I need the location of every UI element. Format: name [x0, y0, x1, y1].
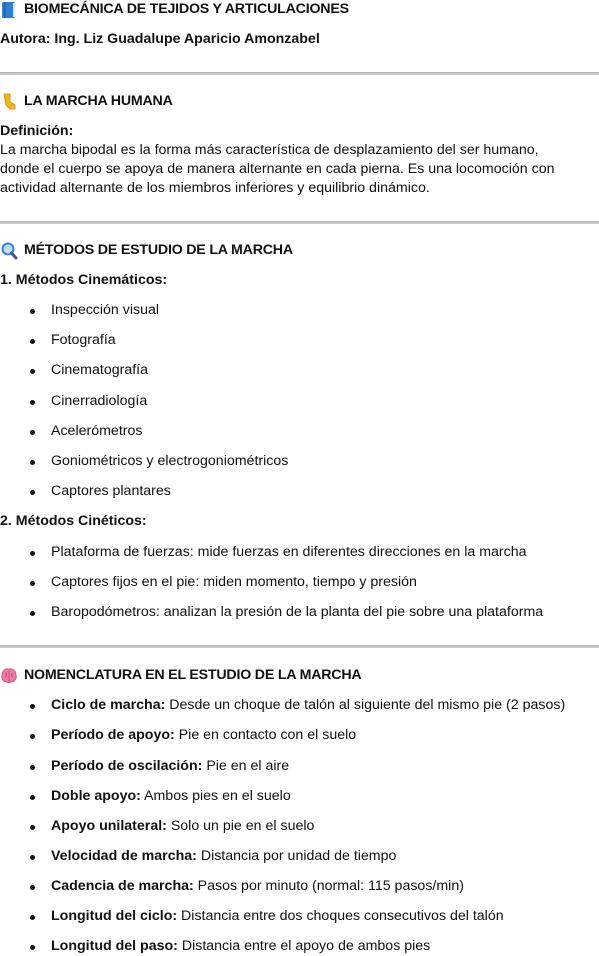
book-icon [0, 1, 18, 19]
section-heading-metodos [0, 241, 293, 260]
definition-text-line: donde el cuerpo se apoya de manera alternante en cada pierna. Es una locomoción con [0, 161, 555, 177]
section-heading-text: MÉTODOS DE ESTUDIO DE LA MARCHA [24, 242, 293, 258]
term-description: Pie en el aire [202, 758, 290, 774]
section-heading-text: NOMENCLATURA EN EL ESTUDIO DE LA MARCHA [24, 667, 362, 683]
document-title-text: BIOMECÁNICA DE TEJIDOS Y ARTICULACIONES [24, 1, 349, 17]
section-heading-text: LA MARCHA HUMANA [24, 93, 173, 109]
term-description: Distancia entre el apoyo de ambos pies [177, 938, 431, 954]
definition-label: Definición: [0, 123, 74, 139]
divider [0, 645, 599, 648]
divider [0, 72, 599, 75]
term-description: Distancia entre dos choques consecutivos del talón [177, 908, 504, 924]
section-heading-nomenclatura [0, 666, 361, 685]
term-description: Ambos pies en el suelo [140, 788, 291, 804]
term-description: Desde un choque de talón al siguiente del mismo pie (2 pasos) [165, 697, 566, 713]
term-label: Período de oscilación: [51, 758, 203, 774]
divider [0, 221, 599, 224]
brain-icon [0, 667, 18, 685]
term-label: Longitud del ciclo: [51, 908, 178, 924]
term-description: Distancia por unidad de tiempo [196, 848, 397, 864]
term-description: Pasos por minuto (normal: 115 pasos/min) [193, 878, 464, 894]
leg-icon [0, 93, 18, 111]
definition-text-line: La marcha bipodal es la forma más característica de desplazamiento del ser humano, [0, 142, 539, 158]
author-line: Autora: Ing. Liz Guadalupe Aparicio Amonzabel [0, 31, 320, 47]
magnifier-icon [0, 242, 18, 260]
term-label: Período de apoyo: [51, 727, 175, 743]
term-label: Doble apoyo: [51, 788, 141, 804]
document-title [0, 0, 349, 19]
section-heading-marcha-humana [0, 92, 173, 111]
term-label: Apoyo unilateral: [51, 818, 167, 834]
term-label: Ciclo de marcha: [51, 697, 166, 713]
kinetic-methods-label: 2. Métodos Cinéticos: [0, 513, 147, 529]
definition-text-line: actividad alternante de los miembros inferiores y equilibrio dinámico. [0, 180, 430, 196]
term-label: Velocidad de marcha: [51, 848, 197, 864]
term-label: Longitud del paso: [51, 938, 178, 954]
term-description: Pie en contacto con el suelo [174, 727, 357, 743]
term-label: Cadencia de marcha: [51, 878, 194, 894]
document-page: BIOMECÁNICA DE TEJIDOS Y ARTICULACIONES Autora: Ing. Liz Guadalupe Aparicio Amonzabel LA MARCHA HUMANA Definición: La marcha bipodal es la forma más característica de desplazamiento del ser humano, donde el cuerpo se apoya de manera alternante en cada pierna. Es una locomoción con actividad alternante de los miembros inferiores y equilibrio dinámico. MÉTODOS DE ESTUDIO DE LA MARCHA 1. Métodos Cinemáticos: Inspección visual Fotografía Cinematografía Cinerradiología Acelerómetros Goniométricos y electrogoniométricos Captores plantares 2. Métodos Cinéticos: Plataforma de fuerzas: mide fuerzas en diferentes direcciones en la marcha Captores fijos en el pie: miden momento, tiempo y presión Baropodómetros: analizan la presión de la planta del pie sobre una plataforma NOMENCLATURA EN EL ESTUDIO DE LA MARCHA Ciclo de marcha: Desde un choque de talón al siguiente del mismo pie (2 pasos) Período de apoyo: Pie en contacto con el suelo Período de oscilación: Pie en el aire Doble apoyo: Ambos pies en el suelo Apoyo unilateral: Solo un pie en el suelo Velocidad de marcha: Distancia por unidad de tiempo Cadencia de marcha: Pasos por minuto (normal: 115 pasos/min) Longitud del ciclo: Distancia entre dos choques consecutivos del talón Longitud del paso: Distancia entre el apoyo de ambos pies [0, 0, 599, 955]
term-description: Solo un pie en el suelo [166, 818, 315, 834]
kinematic-methods-label: 1. Métodos Cinemáticos: [0, 272, 168, 288]
